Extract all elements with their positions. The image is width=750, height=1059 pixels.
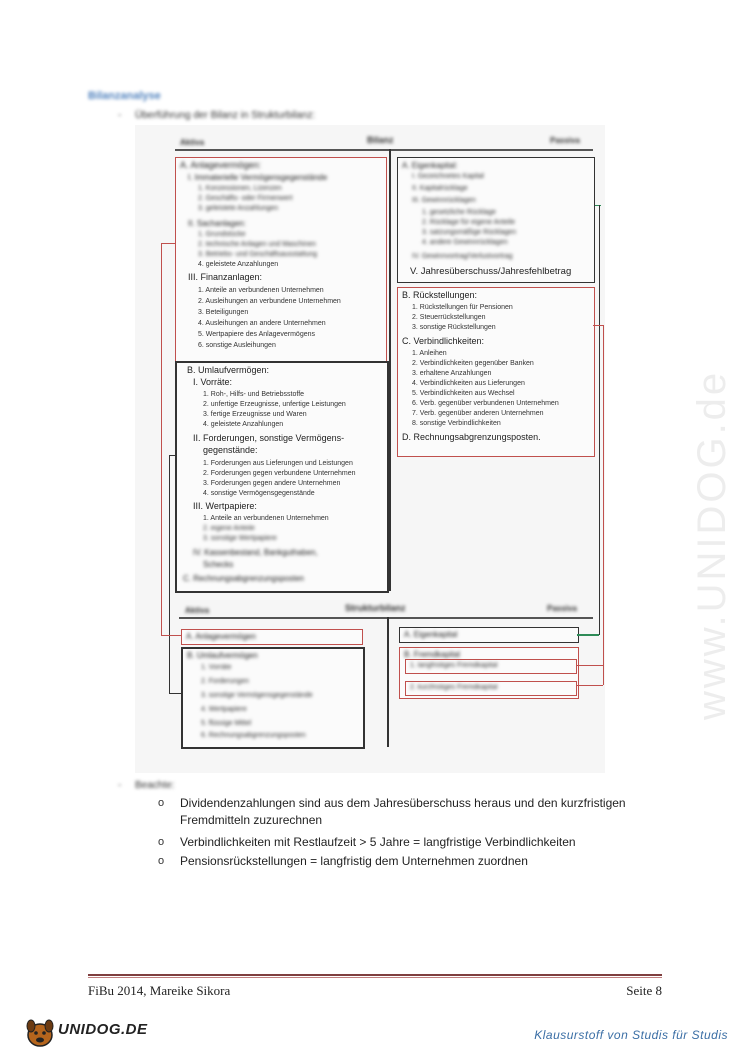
- rap-passiva: D. Rechnungsabgrenzungsposten.: [402, 432, 541, 442]
- uv-i-item: 2. unfertige Erzeugnisse, unfertige Leistungen: [203, 401, 346, 408]
- connector-arrow: [169, 693, 181, 694]
- vb-item: 8. sonstige Verbindlichkeiten: [412, 420, 501, 427]
- struktur-header-rule: [179, 617, 593, 619]
- vb-item: 7. Verb. gegenüber anderen Unternehmen: [412, 410, 544, 417]
- footer-page-number: Seite 8: [626, 983, 662, 998]
- uv-kasse-b: Schecks: [203, 560, 234, 569]
- av-immaterielle: I. Immaterielle Vermögensgegenstände: [188, 173, 328, 182]
- connector-line: [161, 243, 162, 635]
- struktur-ek: A. Eigenkapital: [404, 630, 458, 639]
- anlagevermoegen-box: [175, 157, 387, 387]
- struktur-uv-item: 3. sonstige Vermögensgegenstände: [201, 692, 313, 699]
- bullet-text-1: Überführung der Bilanz in Strukturbilanz:: [135, 110, 316, 121]
- av-i-item: 3. geleistete Anzahlungen: [198, 205, 279, 212]
- rs-title: B. Rückstellungen:: [402, 290, 478, 300]
- note-bullet: o: [158, 797, 165, 809]
- connector-arrow: [577, 685, 603, 686]
- umlaufvermoegen-box: [175, 361, 389, 593]
- av-i-item: 1. Konzessionen, Lizenzen: [198, 185, 282, 192]
- note-item: Verbindlichkeiten mit Restlaufzeit > 5 Jahre = langfristige Verbindlichkeiten: [180, 835, 576, 849]
- ek-item: II. Kapitalrücklage: [412, 185, 468, 192]
- struktur-av: A. Anlagevermögen: [186, 632, 256, 641]
- struktur-uv-box: [181, 647, 365, 749]
- av-iii-item: 2. Ausleihungen an verbundene Unternehmen: [198, 298, 341, 305]
- ek-title: A. Eigenkapital:: [402, 161, 458, 170]
- av-finanzanlagen: III. Finanzanlagen:: [188, 272, 263, 282]
- av-iii-item: 5. Wertpapiere des Anlagevermögens: [198, 331, 315, 338]
- eigenkapital-box: [397, 157, 595, 283]
- uv-iii-item: 2. eigene Anteile: [203, 525, 255, 532]
- struktur-uv-item: 6. Rechnungsabgrenzungsposten: [201, 732, 306, 739]
- struktur-ek-box: [399, 627, 579, 643]
- ek-item: I. Gezeichnetes Kapital: [412, 173, 484, 180]
- av-ii-item: 1. Grundstücke: [198, 231, 246, 238]
- av-iii-item: 6. sonstige Ausleihungen: [198, 342, 276, 349]
- uv-iii-item: 3. sonstige Wertpapiere: [203, 535, 277, 542]
- watermark: www.UNIDOG.de: [690, 369, 734, 720]
- av-sachanlagen: II. Sachanlagen:: [188, 219, 246, 228]
- note-bullet: o: [158, 855, 165, 867]
- struktur-fk-item: 1. langfristiges Fremdkapital: [410, 662, 498, 669]
- connector-arrow: [161, 635, 181, 636]
- vb-item: 3. erhaltene Anzahlungen: [412, 370, 492, 377]
- av-iii-item: 3. Beteiligungen: [198, 309, 249, 316]
- tagline: Klausurstoff von Studis für Studis: [534, 1028, 728, 1042]
- uv-i-item: 4. geleistete Anzahlungen: [203, 421, 284, 428]
- bilanz-center-divider: [389, 149, 391, 591]
- vb-title: C. Verbindlichkeiten:: [402, 336, 485, 346]
- av-iii-item: 1. Anteile an verbundenen Unternehmen: [198, 287, 324, 294]
- connector-line: [161, 243, 175, 244]
- uv-kasse-a: IV. Kassenbestand, Bankguthaben,: [193, 548, 318, 557]
- vb-item: 1. Anleihen: [412, 350, 447, 357]
- footer-rule: [88, 974, 662, 976]
- struktur-uv: B. Umlaufvermögen: [187, 651, 258, 660]
- bilanz-title: Bilanz: [367, 135, 394, 145]
- vb-item: 4. Verbindlichkeiten aus Lieferungen: [412, 380, 525, 387]
- struktur-fk: B. Fremdkapital: [404, 650, 461, 659]
- rs-item: 2. Steuerrückstellungen: [412, 314, 486, 321]
- struktur-uv-item: 5. flüssige Mittel: [201, 720, 252, 727]
- uv-i-item: 1. Roh-, Hilfs- und Betriebsstoffe: [203, 391, 305, 398]
- note-item: Dividendenzahlungen sind aus dem Jahresüberschuss heraus und den kurzfristigen Fremdmitteln zuzurechnen: [180, 796, 626, 827]
- dash-bullet: -: [118, 780, 122, 791]
- ek-sub: 1. gesetzliche Rücklage: [422, 209, 496, 216]
- bilanz-aktiva-label: Aktiva: [180, 138, 205, 147]
- struktur-fk-item: 2. kurzfristiges Fremdkapital: [410, 684, 498, 691]
- rs-item: 3. sonstige Rückstellungen: [412, 324, 496, 331]
- ek-sub: 3. satzungsmäßige Rücklagen: [422, 229, 517, 236]
- footer-rule: [88, 977, 662, 978]
- struktur-fk-kurz-box: [405, 681, 577, 696]
- footer-author: FiBu 2014, Mareike Sikora: [88, 983, 231, 998]
- note-bullet: o: [158, 836, 165, 848]
- uv-vorraete: I. Vorräte:: [193, 377, 233, 387]
- av-ii-item: 3. Betriebs- und Geschäftsausstattung: [198, 251, 318, 258]
- scanned-balance-figure: [135, 125, 605, 773]
- uv-ii-item: 3. Forderungen gegen andere Unternehmen: [203, 480, 341, 487]
- av-title: A. Anlagevermögen:: [180, 160, 262, 170]
- uv-ii-item: 1. Forderungen aus Lieferungen und Leistungen: [203, 460, 353, 467]
- connector-line: [599, 205, 600, 635]
- connector-line: [603, 325, 604, 685]
- struktur-aktiva-label: Aktiva: [185, 606, 210, 615]
- rs-item: 1. Rückstellungen für Pensionen: [412, 304, 513, 311]
- bullet-text-2: Beachte:: [135, 780, 175, 791]
- uv-forderungen-a: II. Forderungen, sonstige Vermögens-: [193, 433, 345, 443]
- av-ii-item: 4. geleistete Anzahlungen: [198, 261, 279, 268]
- uv-title: B. Umlaufvermögen:: [187, 365, 270, 375]
- uv-forderungen-b: gegenstände:: [203, 445, 258, 455]
- struktur-passiva-label: Passiva: [547, 604, 577, 613]
- uv-i-item: 3. fertige Erzeugnisse und Waren: [203, 411, 307, 418]
- uv-iii-item: 1. Anteile an verbundenen Unternehmen: [203, 515, 329, 522]
- struktur-fk-lang-box: [405, 659, 577, 674]
- connector-arrow: [577, 665, 603, 666]
- connector-line: [169, 455, 170, 693]
- av-ii-item: 2. technische Anlagen und Maschinen: [198, 241, 316, 248]
- ek-item: IV. Gewinnvortrag/Verlustvortrag: [412, 253, 513, 260]
- rap-aktiva: C. Rechnungsabgrenzungsposten: [183, 574, 304, 583]
- vb-item: 2. Verbindlichkeiten gegenüber Banken: [412, 360, 534, 367]
- struktur-center-divider: [387, 617, 389, 747]
- uv-ii-item: 2. Forderungen gegen verbundene Unternehmen: [203, 470, 356, 477]
- vb-item: 6. Verb. gegenüber verbundenen Unternehmen: [412, 400, 559, 407]
- uv-wertpapiere: III. Wertpapiere:: [193, 501, 257, 511]
- ek-item: III. Gewinnrücklagen: [412, 197, 476, 204]
- struktur-title: Strukturbilanz: [345, 603, 406, 613]
- struktur-uv-item: 4. Wertpapiere: [201, 706, 247, 713]
- connector-arrow: [577, 634, 599, 636]
- ek-sub: 2. Rücklage für eigene Anteile: [422, 219, 516, 226]
- av-i-item: 2. Geschäfts- oder Firmenwert: [198, 195, 293, 202]
- logo-text: UNIDOG.DE: [58, 1021, 148, 1038]
- connector-line: [593, 325, 603, 326]
- av-iii-item: 4. Ausleihungen an andere Unternehmen: [198, 320, 326, 327]
- vb-item: 5. Verbindlichkeiten aus Wechsel: [412, 390, 515, 397]
- struktur-uv-item: 1. Vorräte: [201, 664, 232, 671]
- ek-sub: 4. andere Gewinnrücklagen: [422, 239, 508, 246]
- section-heading: Bilanzanalyse: [88, 90, 161, 102]
- ek-jahresueberschuss: V. Jahresüberschuss/Jahresfehlbetrag: [410, 266, 572, 277]
- uv-ii-item: 4. sonstige Vermögensgegenstände: [203, 490, 315, 497]
- struktur-av-box: [181, 629, 363, 645]
- rueckstellungen-verbindlichkeiten-box: [397, 287, 595, 457]
- struktur-uv-item: 2. Forderungen: [201, 678, 249, 685]
- bilanz-passiva-label: Passiva: [550, 136, 580, 145]
- connector-line: [595, 205, 601, 206]
- bilanz-header-rule: [175, 149, 593, 151]
- dash-bullet: -: [118, 110, 122, 121]
- note-item: Pensionsrückstellungen = langfristig dem Unternehmen zuordnen: [180, 854, 528, 868]
